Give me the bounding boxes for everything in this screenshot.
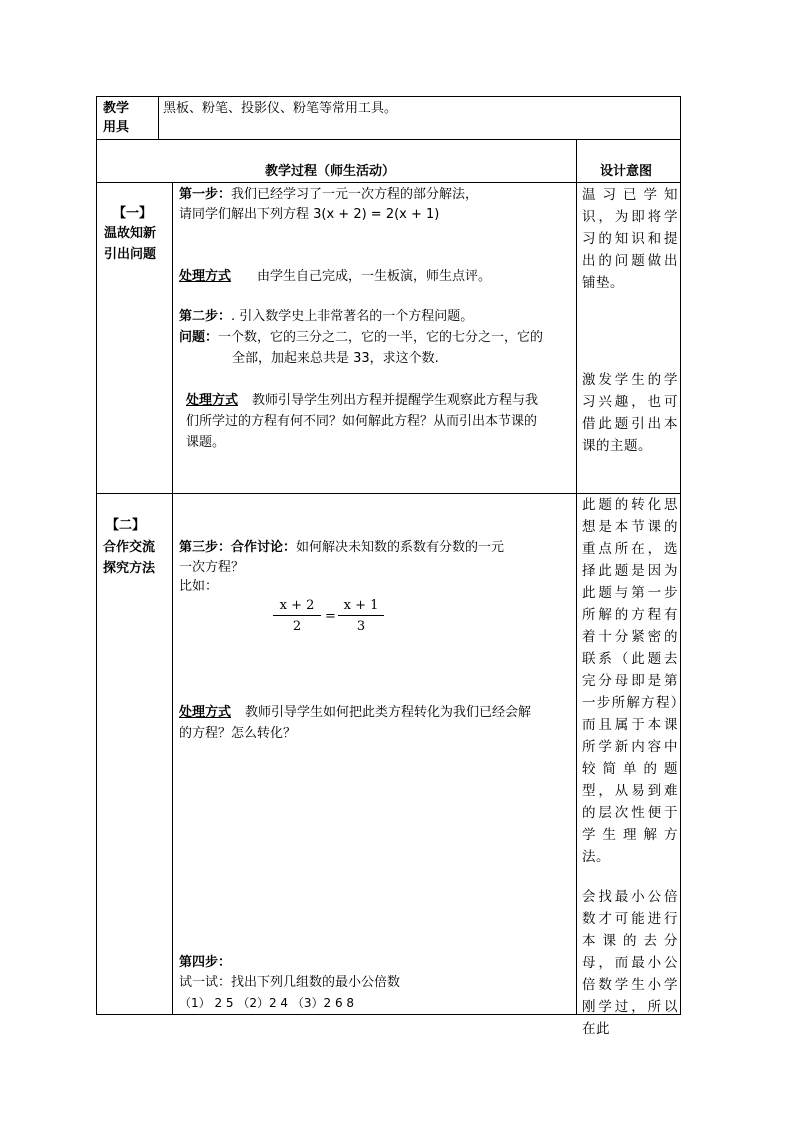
section2-label-2: 合作交流 bbox=[103, 540, 156, 555]
step3-text: 如何解决未知数的系数有分数的一元 bbox=[296, 540, 505, 555]
fraction-right-numerator: x + 1 bbox=[338, 598, 384, 616]
section2-design-2: 会找最小公倍数才可能进行本课的去分母，而最小公倍数学生小学刚学过，所以在此 bbox=[582, 889, 678, 1037]
section1-label-2: 温故知新 bbox=[104, 226, 157, 241]
step1-text: 我们已经学习了一元一次方程的部分解法， bbox=[231, 187, 479, 202]
step1-equation: 请同学们解出下列方程 3(x + 2) = 2(x + 1) bbox=[179, 207, 440, 222]
section1-design-1: 温习已学知识，为即将学习的知识和提出的问题做出铺垫。 bbox=[582, 187, 678, 291]
tools-label-2: 用具 bbox=[103, 120, 130, 135]
fraction-right-denominator: 3 bbox=[356, 619, 366, 634]
column-divider-1 bbox=[158, 96, 159, 140]
handle3-line2: 的方程？怎么转化？ bbox=[179, 726, 297, 741]
design-title: 设计意图 bbox=[600, 164, 653, 179]
column-divider-2 bbox=[576, 139, 577, 1015]
fraction-left-numerator: x + 2 bbox=[273, 598, 321, 616]
step4-line2: （1） 2 5 （2）2 4 （3）2 6 8 bbox=[179, 996, 355, 1010]
section2-design-1: 此题的转化思想是本节课的重点所在，选择此题是因为此题与第一步所解的方程有着十分紧密的联系（此题去完分母即是第一步所解方程）而且属于本课所学新内容中较简单的题型，从易到难的层次性便于学生理解方法。 bbox=[582, 497, 678, 865]
process-title: 教学过程（师生活动） bbox=[265, 164, 396, 179]
column-divider-1b bbox=[172, 182, 173, 1015]
handle3 bbox=[179, 703, 531, 722]
example-label: 比如： bbox=[179, 579, 219, 594]
step2 bbox=[179, 307, 473, 326]
row-divider-1 bbox=[96, 139, 681, 140]
fraction-left bbox=[273, 598, 321, 634]
handle2 bbox=[186, 391, 538, 410]
section2-label-1: 【二】 bbox=[106, 518, 146, 533]
handle2-label: 处理方式 bbox=[186, 393, 239, 408]
step3-heading: 第三步：合作讨论： bbox=[179, 540, 297, 555]
tools-value: 黑板、粉笔、投影仪、粉笔等常用工具。 bbox=[163, 101, 398, 116]
section2-label-3: 探究方法 bbox=[103, 561, 156, 576]
table-border-right bbox=[680, 96, 681, 1015]
section1-design-2: 激发学生的学习兴趣，也可借此题引出本课的主题。 bbox=[582, 372, 678, 454]
handle1-text: 由学生自己完成，一生板演，师生点评。 bbox=[257, 269, 492, 284]
table-border-top bbox=[96, 96, 681, 97]
tools-label-1: 教学 bbox=[103, 101, 130, 116]
step1-heading: 第一步： bbox=[179, 187, 232, 202]
section1-label-3: 引出问题 bbox=[104, 247, 157, 262]
handle2-line2: 们所学过的方程有何不同？如何解此方程？从而引出本节课的 bbox=[186, 414, 538, 429]
handle3-label: 处理方式 bbox=[179, 705, 232, 720]
handle3-line1: 教师引导学生如何把此类方程转化为我们已经会解 bbox=[245, 705, 532, 720]
problem-line2: 全部，加起来总共是 33，求这个数. bbox=[232, 351, 439, 366]
table-border-left bbox=[96, 96, 97, 1015]
equals-sign: = bbox=[325, 609, 336, 624]
problem-label: 问题： bbox=[179, 330, 219, 345]
handle1-label: 处理方式 bbox=[179, 269, 232, 284]
handle2-line3: 课题。 bbox=[186, 435, 226, 450]
row-divider-2 bbox=[96, 182, 681, 183]
step2-text: . 引入数学史上非常著名的一个方程问题。 bbox=[231, 309, 474, 324]
step2-heading: 第二步： bbox=[179, 309, 232, 324]
problem bbox=[179, 328, 543, 347]
problem-line1: 一个数，它的三分之二，它的一半，它的七分之一，它的 bbox=[218, 330, 544, 345]
section1-label-1: 【一】 bbox=[113, 206, 153, 221]
step4-line1: 试一试：找出下列几组数的最小公倍数 bbox=[179, 975, 401, 990]
step4-heading: 第四步： bbox=[179, 955, 232, 970]
fraction-right bbox=[338, 598, 384, 634]
handle2-line1: 教师引导学生列出方程并提醒学生观察此方程与我 bbox=[252, 393, 539, 408]
fraction-left-denominator: 2 bbox=[292, 619, 302, 634]
step3 bbox=[179, 538, 504, 557]
step1 bbox=[179, 185, 478, 204]
step3-line2: 一次方程？ bbox=[179, 560, 245, 575]
handle1 bbox=[179, 267, 491, 286]
